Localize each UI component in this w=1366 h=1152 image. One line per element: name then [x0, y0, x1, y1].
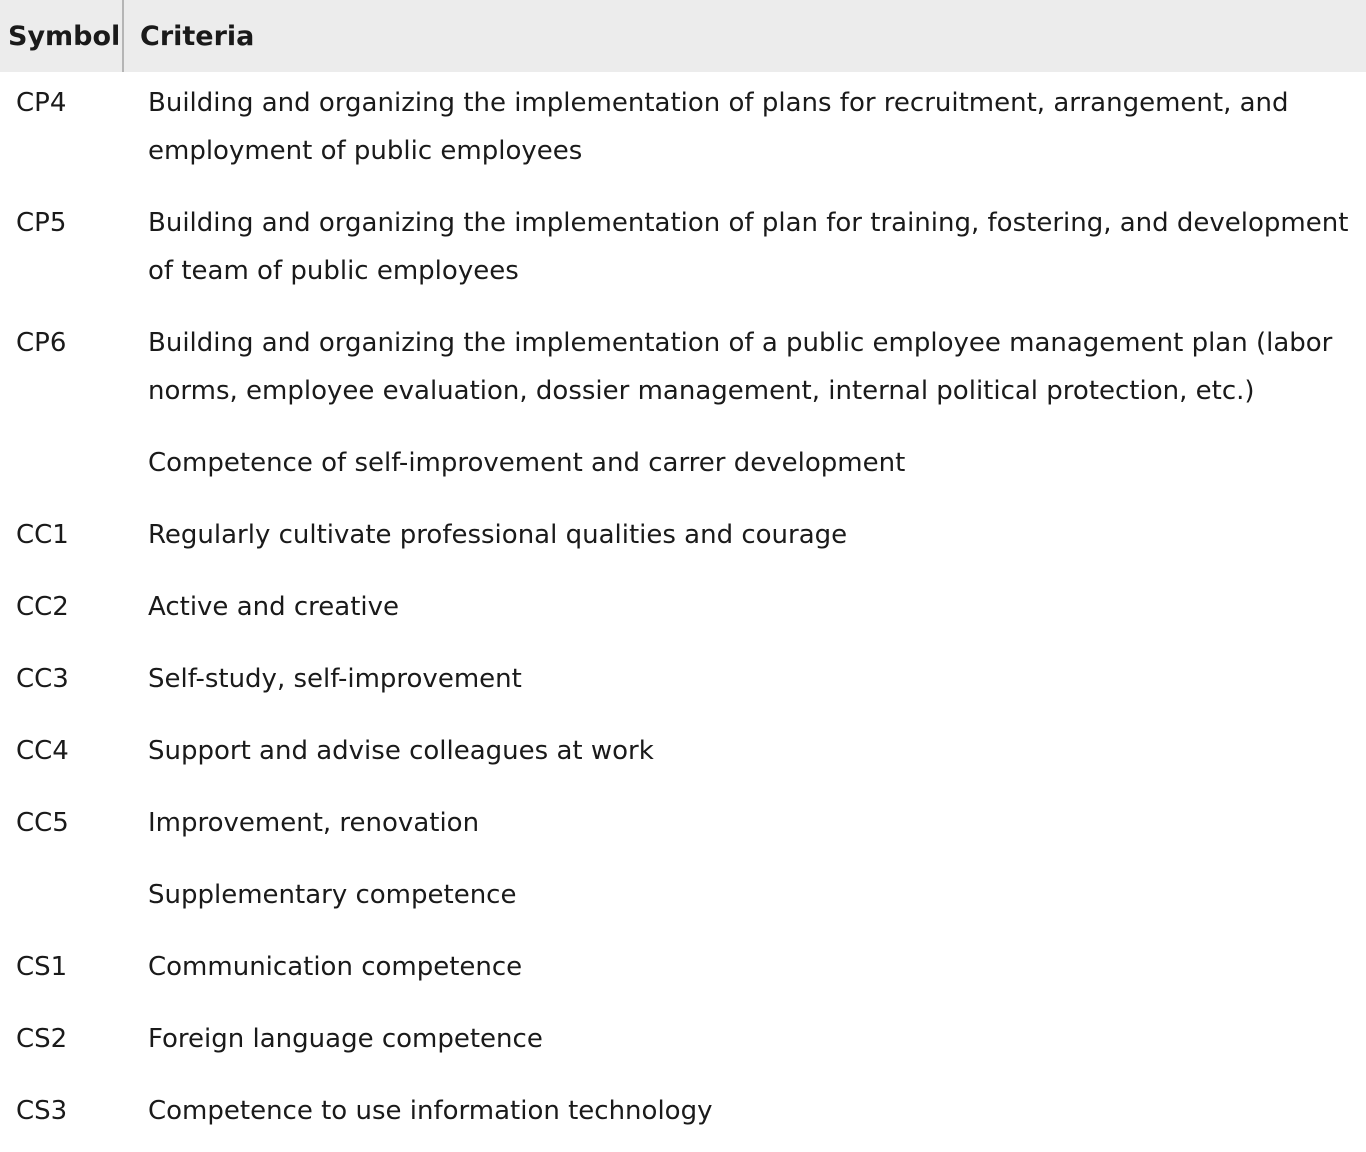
symbol-cell: [0, 864, 123, 936]
criteria-cell: Support and advise colleagues at work: [148, 736, 654, 766]
symbol-cell: CP4: [16, 88, 67, 118]
symbol-cell: [0, 432, 123, 504]
symbol-cell: CP5: [16, 208, 67, 238]
criteria-cell: Competence to use information technology: [148, 1096, 713, 1126]
criteria-cell: Building and organizing the implementation of plan for training, fostering, and development of team of public employees: [148, 208, 1349, 286]
table-row: [0, 576, 1366, 648]
table-row: [0, 1008, 1366, 1080]
symbol-cell: CC5: [16, 808, 69, 838]
symbol-cell: CS3: [16, 1096, 68, 1126]
table-row: [0, 720, 1366, 792]
header-row: [0, 0, 1366, 72]
table-row: [0, 1080, 1366, 1152]
table-row: [0, 72, 1366, 192]
criteria-cell: Supplementary competence: [148, 880, 517, 910]
criteria-cell: Building and organizing the implementation of a public employee management plan (labor norms, employee evaluation, dossier management, internal political protection, etc.): [148, 328, 1333, 406]
symbol-cell: CC3: [16, 664, 69, 694]
symbol-cell: CP6: [16, 328, 67, 358]
criteria-cell: Foreign language competence: [148, 1024, 543, 1054]
table-row: [0, 432, 1366, 504]
symbol-cell: CS1: [16, 952, 68, 982]
symbol-cell: CS2: [16, 1024, 68, 1054]
symbol-cell: CC1: [16, 520, 69, 550]
criteria-cell: Improvement, renovation: [148, 808, 480, 838]
criteria-cell: Competence of self-improvement and carrer development: [148, 448, 906, 478]
criteria-cell: Building and organizing the implementation of plans for recruitment, arrangement, and employment of public employees: [148, 88, 1289, 166]
table-row: [0, 648, 1366, 720]
criteria-cell: Regularly cultivate professional qualities and courage: [148, 520, 848, 550]
criteria-cell: Self-study, self-improvement: [148, 664, 522, 694]
criteria-cell: Active and creative: [148, 592, 400, 622]
symbol-cell: CC2: [16, 592, 69, 622]
table-row: [0, 864, 1366, 936]
table-row: [0, 192, 1366, 312]
symbol-cell: CC4: [16, 736, 69, 766]
table-header: [0, 0, 1366, 72]
table-row: [0, 936, 1366, 1008]
table-row: [0, 312, 1366, 432]
criteria-cell: Communication competence: [148, 952, 523, 982]
symbol-column-header[interactable]: Symbol: [0, 0, 123, 72]
criteria-column-header[interactable]: Criteria: [123, 0, 1366, 72]
table-row: [0, 792, 1366, 864]
table-body: [0, 72, 1366, 1152]
table-row: [0, 504, 1366, 576]
